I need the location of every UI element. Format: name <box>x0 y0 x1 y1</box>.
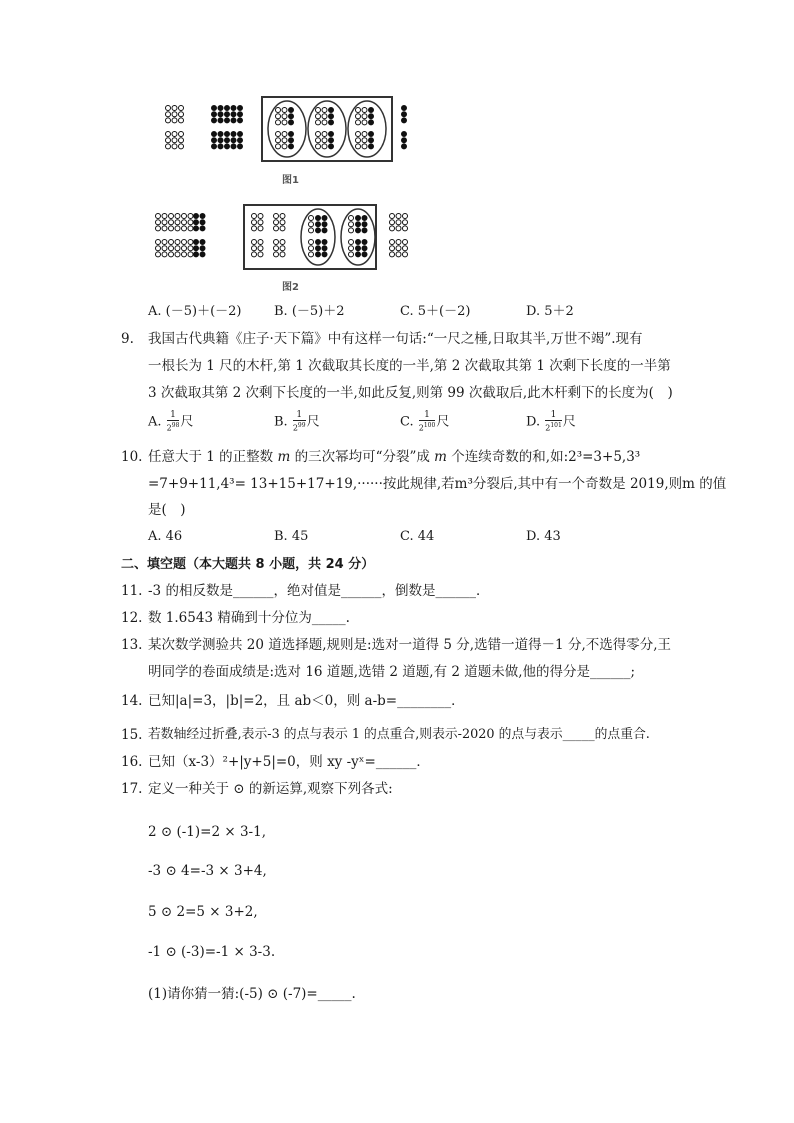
hollow-counter <box>356 138 361 143</box>
solid-counter <box>356 240 361 245</box>
hollow-counter <box>252 214 257 219</box>
hollow-counter <box>362 108 367 113</box>
hollow-counter <box>169 220 174 225</box>
hollow-counter <box>182 252 187 257</box>
hollow-counter <box>362 114 367 119</box>
solid-counter <box>212 106 217 111</box>
hollow-counter <box>179 106 184 111</box>
hollow-counter <box>179 144 184 149</box>
solid-counter <box>238 144 243 149</box>
hollow-counter <box>175 246 180 251</box>
solid-counter <box>218 144 223 149</box>
hollow-counter <box>166 132 171 137</box>
hollow-counter <box>356 114 361 119</box>
solid-counter <box>238 106 243 111</box>
hollow-counter <box>309 216 314 221</box>
hollow-counter <box>309 252 314 257</box>
q10-option-b: B. 45 <box>274 529 309 544</box>
solid-counter <box>316 240 321 245</box>
figure-1-caption: 图1 <box>282 175 299 186</box>
q9-number: 9. <box>121 331 134 347</box>
q8-option-a: A. (－5)＋(－2) <box>148 304 242 319</box>
q9-option-a: A. $\frac{1}{2^{98}}$ 尺 <box>148 410 194 433</box>
solid-counter <box>356 246 361 251</box>
hollow-counter <box>362 144 367 149</box>
q10-line-3: 是( ) <box>148 502 186 518</box>
solid-counter <box>225 112 230 117</box>
q13-line-2: 明同学的卷面成绩是:选对 16 道题,选错 2 道题,有 2 道题未做,他的得分是______; <box>148 664 636 680</box>
q15-number: 15. <box>121 727 143 743</box>
hollow-counter <box>403 246 408 251</box>
solid-counter <box>402 144 407 149</box>
hollow-counter <box>396 220 401 225</box>
q10-line-2: =7+9+11,4³= 13+15+17+19,······按此规律,若m³分裂后,其中有一个奇数是 2019,则m 的值 <box>148 476 727 492</box>
hollow-counter <box>396 226 401 231</box>
q9-option-d-fraction: $\frac{1}{2^{101}}$ <box>545 410 562 433</box>
hollow-counter <box>258 246 263 251</box>
q8-option-d: D. 5＋2 <box>526 304 574 319</box>
q9-line-3: 3 次截取其第 2 次剩下长度的一半,如此反复,则第 99 次截取后,此木杆剩下的长度为( ) <box>148 385 673 401</box>
q10-line-1: 任意大于 1 的正整数 m 的三次幂均可“分裂”成 m 个连续奇数的和,如:2³=3+5,3³ <box>148 449 641 465</box>
hollow-counter <box>282 132 287 137</box>
hollow-counter <box>390 246 395 251</box>
hollow-counter <box>403 226 408 231</box>
solid-counter <box>231 112 236 117</box>
hollow-counter <box>182 226 187 231</box>
solid-counter <box>194 226 199 231</box>
q9-option-c: C. $\frac{1}{2^{100}}$ 尺 <box>400 410 450 433</box>
solid-counter <box>402 118 407 123</box>
hollow-counter <box>276 138 281 143</box>
hollow-counter <box>172 132 177 137</box>
solid-counter <box>212 118 217 123</box>
hollow-counter <box>182 240 187 245</box>
hollow-counter <box>162 246 167 251</box>
q17-example-1: 2 ⊙ (-1)=2 × 3-1, <box>148 824 266 840</box>
hollow-counter <box>172 112 177 117</box>
hollow-counter <box>156 226 161 231</box>
q9-option-d: D. $\frac{1}{2^{101}}$ 尺 <box>526 410 576 433</box>
q9-option-b-letter: B. <box>274 414 288 430</box>
solid-counter <box>218 138 223 143</box>
solid-counter <box>362 240 367 245</box>
solid-counter <box>200 252 205 257</box>
solid-counter <box>402 112 407 117</box>
solid-counter <box>362 222 367 227</box>
q10-option-d: D. 43 <box>526 529 561 544</box>
solid-counter <box>369 120 374 125</box>
solid-counter <box>218 112 223 117</box>
solid-counter <box>322 222 327 227</box>
solid-counter <box>194 220 199 225</box>
hollow-counter <box>252 252 257 257</box>
hollow-counter <box>179 118 184 123</box>
solid-counter <box>231 118 236 123</box>
q9-option-d-letter: D. <box>526 414 541 430</box>
hollow-counter <box>280 246 285 251</box>
solid-counter <box>212 112 217 117</box>
hollow-counter <box>258 220 263 225</box>
hollow-counter <box>188 252 193 257</box>
hollow-counter <box>274 214 279 219</box>
solid-counter <box>194 240 199 245</box>
hollow-counter <box>175 220 180 225</box>
hollow-counter <box>349 252 354 257</box>
solid-counter <box>200 246 205 251</box>
solid-counter <box>218 132 223 137</box>
hollow-counter <box>396 252 401 257</box>
hollow-counter <box>280 214 285 219</box>
solid-counter <box>289 108 294 113</box>
hollow-counter <box>188 240 193 245</box>
solid-counter <box>329 108 334 113</box>
hollow-counter <box>252 240 257 245</box>
figure-2-caption: 图2 <box>282 282 299 293</box>
solid-counter <box>322 216 327 221</box>
solid-counter <box>369 114 374 119</box>
hollow-counter <box>252 246 257 251</box>
q11-number: 11. <box>121 583 143 599</box>
hollow-counter <box>322 138 327 143</box>
q9-option-a-letter: A. <box>148 414 162 430</box>
solid-counter <box>329 120 334 125</box>
hollow-counter <box>169 252 174 257</box>
q17-example-4: -1 ⊙ (-3)=-1 × 3-3. <box>148 944 276 960</box>
solid-counter <box>218 118 223 123</box>
hollow-counter <box>349 228 354 233</box>
hollow-counter <box>390 220 395 225</box>
q12-text: 数 1.6543 精确到十分位为_____. <box>148 610 350 626</box>
solid-counter <box>356 228 361 233</box>
q10-number: 10. <box>121 449 143 465</box>
hollow-counter <box>316 120 321 125</box>
hollow-counter <box>390 226 395 231</box>
hollow-counter <box>166 106 171 111</box>
solid-counter <box>322 240 327 245</box>
hollow-counter <box>188 214 193 219</box>
solid-counter <box>362 246 367 251</box>
solid-counter <box>329 132 334 137</box>
hollow-counter <box>280 240 285 245</box>
hollow-counter <box>280 252 285 257</box>
hollow-counter <box>172 118 177 123</box>
solid-counter <box>225 144 230 149</box>
solid-counter <box>194 214 199 219</box>
hollow-counter <box>280 226 285 231</box>
q13-line-1: 某次数学测验共 20 道选择题,规则是:选对一道得 5 分,选错一道得－1 分,不选得零分,王 <box>148 637 672 653</box>
q8-option-c: C. 5＋(－2) <box>400 304 471 319</box>
hollow-counter <box>280 220 285 225</box>
hollow-counter <box>403 252 408 257</box>
solid-counter <box>238 118 243 123</box>
solid-counter <box>316 252 321 257</box>
hollow-counter <box>390 252 395 257</box>
q10-option-a: A. 46 <box>148 529 183 544</box>
q17-example-2: -3 ⊙ 4=-3 × 3+4, <box>148 863 267 879</box>
hollow-counter <box>188 220 193 225</box>
q17-sub-question-1: (1)请你猜一猜:(-5) ⊙ (-7)=_____. <box>148 986 356 1002</box>
hollow-counter <box>362 120 367 125</box>
box <box>244 205 376 269</box>
solid-counter <box>238 138 243 143</box>
hollow-counter <box>166 144 171 149</box>
q17-example-3: 5 ⊙ 2=5 × 3+2, <box>148 904 258 920</box>
q16-number: 16. <box>121 754 143 770</box>
hollow-counter <box>274 246 279 251</box>
hollow-counter <box>276 108 281 113</box>
hollow-counter <box>156 214 161 219</box>
solid-counter <box>402 106 407 111</box>
hollow-counter <box>396 240 401 245</box>
hollow-counter <box>276 132 281 137</box>
solid-counter <box>329 144 334 149</box>
hollow-counter <box>356 120 361 125</box>
solid-counter <box>316 216 321 221</box>
solid-counter <box>316 246 321 251</box>
solid-counter <box>231 138 236 143</box>
hollow-counter <box>322 132 327 137</box>
hollow-counter <box>322 114 327 119</box>
solid-counter <box>225 132 230 137</box>
hollow-counter <box>156 240 161 245</box>
q9-line-2: 一根长为 1 尺的木杆,第 1 次截取其长度的一半,第 2 次截取其第 1 次剩下长度的一半第 <box>148 358 671 374</box>
q9-option-b: B. $\frac{1}{2^{99}}$ 尺 <box>274 410 320 433</box>
hollow-counter <box>179 132 184 137</box>
hollow-counter <box>349 240 354 245</box>
hollow-counter <box>349 222 354 227</box>
solid-counter <box>225 118 230 123</box>
hollow-counter <box>162 226 167 231</box>
solid-counter <box>356 222 361 227</box>
solid-counter <box>289 132 294 137</box>
solid-counter <box>369 108 374 113</box>
hollow-counter <box>258 226 263 231</box>
q17-number: 17. <box>121 781 143 797</box>
hollow-counter <box>316 132 321 137</box>
hollow-counter <box>169 246 174 251</box>
hollow-counter <box>390 240 395 245</box>
q16-text: 已知（x-3）²+|y+5|=0，则 xy -yˣ=______． <box>148 754 430 770</box>
hollow-counter <box>282 120 287 125</box>
hollow-counter <box>156 252 161 257</box>
hollow-counter <box>274 240 279 245</box>
q10-option-c: C. 44 <box>400 529 435 544</box>
hollow-counter <box>316 138 321 143</box>
hollow-counter <box>322 144 327 149</box>
hollow-counter <box>274 252 279 257</box>
solid-counter <box>369 132 374 137</box>
hollow-counter <box>166 138 171 143</box>
hollow-counter <box>282 138 287 143</box>
solid-counter <box>362 228 367 233</box>
solid-counter <box>362 216 367 221</box>
solid-counter <box>231 106 236 111</box>
figure-1-counters <box>150 92 430 167</box>
hollow-counter <box>169 214 174 219</box>
hollow-counter <box>282 114 287 119</box>
solid-counter <box>200 220 205 225</box>
solid-counter <box>322 246 327 251</box>
hollow-counter <box>169 240 174 245</box>
solid-counter <box>402 138 407 143</box>
hollow-counter <box>166 112 171 117</box>
figure-2-drawing <box>156 205 408 269</box>
solid-counter <box>200 214 205 219</box>
q9-option-c-letter: C. <box>400 414 414 430</box>
hollow-counter <box>309 222 314 227</box>
hollow-counter <box>276 114 281 119</box>
hollow-counter <box>258 214 263 219</box>
solid-counter <box>362 252 367 257</box>
q9-line-1: 我国古代典籍《庄子·天下篇》中有这样一句话:“一尺之棰,日取其半,万世不竭”.现有 <box>148 331 643 347</box>
hollow-counter <box>282 144 287 149</box>
hollow-counter <box>403 214 408 219</box>
hollow-counter <box>403 240 408 245</box>
hollow-counter <box>169 226 174 231</box>
hollow-counter <box>182 220 187 225</box>
hollow-counter <box>274 220 279 225</box>
solid-counter <box>289 120 294 125</box>
box <box>262 97 392 161</box>
hollow-counter <box>172 144 177 149</box>
hollow-counter <box>162 214 167 219</box>
hollow-counter <box>188 226 193 231</box>
solid-counter <box>238 112 243 117</box>
solid-counter <box>200 226 205 231</box>
solid-counter <box>238 132 243 137</box>
solid-counter <box>356 252 361 257</box>
hollow-counter <box>172 138 177 143</box>
hollow-counter <box>175 226 180 231</box>
hollow-counter <box>309 246 314 251</box>
figure-1-drawing <box>166 97 407 161</box>
solid-counter <box>212 132 217 137</box>
solid-counter <box>316 222 321 227</box>
hollow-counter <box>175 252 180 257</box>
solid-counter <box>225 138 230 143</box>
hollow-counter <box>356 144 361 149</box>
hollow-counter <box>258 252 263 257</box>
q13-number: 13. <box>121 637 143 653</box>
hollow-counter <box>156 246 161 251</box>
hollow-counter <box>316 144 321 149</box>
hollow-counter <box>396 246 401 251</box>
hollow-counter <box>274 226 279 231</box>
hollow-counter <box>166 118 171 123</box>
solid-counter <box>212 144 217 149</box>
hollow-counter <box>175 214 180 219</box>
hollow-counter <box>252 220 257 225</box>
hollow-counter <box>172 106 177 111</box>
solid-counter <box>402 132 407 137</box>
hollow-counter <box>182 214 187 219</box>
hollow-counter <box>349 216 354 221</box>
q9-option-c-fraction: $\frac{1}{2^{100}}$ <box>418 410 436 433</box>
q14-text: 已知|a|=3，|b|=2，且 ab＜0，则 a-b=________． <box>148 693 465 709</box>
q8-option-b: B. (－5)＋2 <box>274 304 345 319</box>
solid-counter <box>289 144 294 149</box>
hollow-counter <box>309 240 314 245</box>
hollow-counter <box>276 144 281 149</box>
solid-counter <box>356 216 361 221</box>
solid-counter <box>225 106 230 111</box>
solid-counter <box>289 114 294 119</box>
hollow-counter <box>156 220 161 225</box>
solid-counter <box>322 228 327 233</box>
hollow-counter <box>322 120 327 125</box>
hollow-counter <box>282 108 287 113</box>
solid-counter <box>212 138 217 143</box>
solid-counter <box>194 252 199 257</box>
solid-counter <box>231 132 236 137</box>
solid-counter <box>194 246 199 251</box>
q9-option-b-fraction: $\frac{1}{2^{99}}$ <box>292 410 306 433</box>
solid-counter <box>200 240 205 245</box>
hollow-counter <box>258 240 263 245</box>
figure-2-counters <box>150 200 430 275</box>
hollow-counter <box>182 246 187 251</box>
q12-number: 12. <box>121 610 143 626</box>
hollow-counter <box>162 240 167 245</box>
solid-counter <box>322 252 327 257</box>
solid-counter <box>329 114 334 119</box>
solid-counter <box>289 138 294 143</box>
hollow-counter <box>362 138 367 143</box>
hollow-counter <box>356 108 361 113</box>
hollow-counter <box>356 132 361 137</box>
hollow-counter <box>175 240 180 245</box>
section-2-title: 二、填空题（本大题共 8 小题，共 24 分） <box>121 557 375 572</box>
solid-counter <box>218 106 223 111</box>
solid-counter <box>231 144 236 149</box>
hollow-counter <box>188 246 193 251</box>
solid-counter <box>329 138 334 143</box>
q14-number: 14. <box>121 693 143 709</box>
hollow-counter <box>396 214 401 219</box>
hollow-counter <box>309 228 314 233</box>
hollow-counter <box>403 220 408 225</box>
solid-counter <box>316 228 321 233</box>
hollow-counter <box>316 108 321 113</box>
hollow-counter <box>179 138 184 143</box>
hollow-counter <box>252 226 257 231</box>
hollow-counter <box>362 132 367 137</box>
hollow-counter <box>179 112 184 117</box>
hollow-counter <box>349 246 354 251</box>
q11-text: -3 的相反数是______，绝对值是______，倒数是______． <box>148 583 490 599</box>
solid-counter <box>369 138 374 143</box>
q15-text: 若数轴经过折叠,表示-3 的点与表示 1 的点重合,则表示-2020 的点与表示_____的点重合. <box>148 727 650 742</box>
hollow-counter <box>316 114 321 119</box>
q17-text: 定义一种关于 ⊙ 的新运算,观察下列各式: <box>148 781 393 797</box>
q9-option-a-fraction: $\frac{1}{2^{98}}$ <box>166 410 180 433</box>
hollow-counter <box>276 120 281 125</box>
hollow-counter <box>162 220 167 225</box>
hollow-counter <box>390 214 395 219</box>
hollow-counter <box>162 252 167 257</box>
solid-counter <box>369 144 374 149</box>
hollow-counter <box>322 108 327 113</box>
